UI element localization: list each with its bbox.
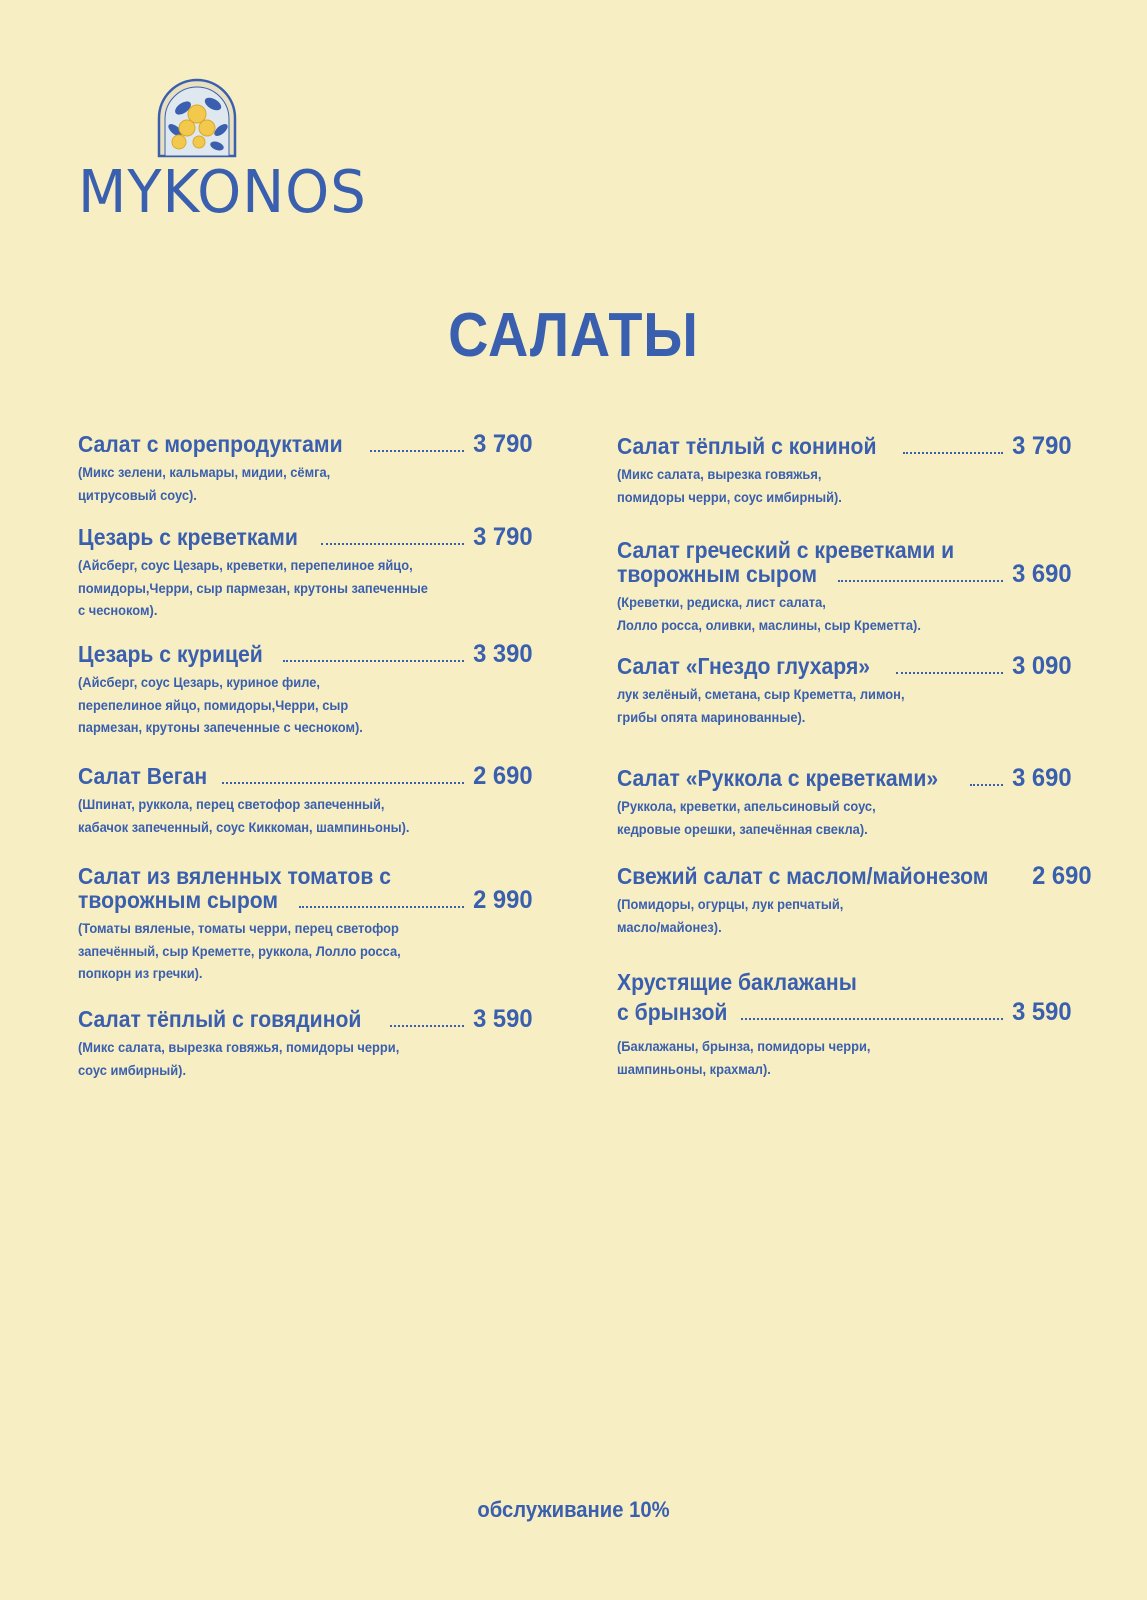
item-name: Салат с морепродуктами <box>78 431 343 457</box>
leader-dots <box>741 1018 1003 1020</box>
menu-item <box>617 766 1072 840</box>
leader-dots <box>896 672 1003 674</box>
item-description: лук зелёный, сметана, сыр Креметта, лимон, грибы опята маринованные). <box>617 686 905 725</box>
leader-dots <box>222 782 464 784</box>
item-price: 2 690 <box>473 762 533 790</box>
item-price: 2 990 <box>473 886 533 914</box>
item-description: (Айсберг, соус Цезарь, креветки, перепелиное яйцо, помидоры,Черри, сыр пармезан, крутоны запеченные с чесноком). <box>78 557 428 618</box>
menu-item <box>78 764 533 838</box>
leader-dots <box>370 450 465 452</box>
item-name: Цезарь с креветками <box>78 524 298 550</box>
item-price: 3 790 <box>473 430 533 458</box>
item-price: 2 690 <box>1031 862 1092 890</box>
item-name-line1: Салат греческий с креветками и <box>617 537 955 563</box>
item-price: 3 390 <box>473 640 533 668</box>
item-description: (Руккола, креветки, апельсиновый соус, кедровые орешки, запечённая свекла). <box>617 798 876 837</box>
item-price: 3 090 <box>1012 652 1072 680</box>
item-description: (Айсберг, соус Цезарь, куриное филе, перепелиное яйцо, помидоры,Черри, сыр пармезан, крутоны запеченные с чесноком). <box>78 674 363 735</box>
item-name: Свежий салат с маслом/майонезом <box>617 863 989 889</box>
item-price: 3 690 <box>1012 764 1072 792</box>
item-name-line1: Хрустящие баклажаны <box>617 969 857 995</box>
item-description: (Микс салата, вырезка говяжья, помидоры черри, соус имбирный). <box>78 1039 400 1078</box>
page-title: САЛАТЫ <box>448 301 699 370</box>
menu-item <box>78 432 533 506</box>
menu-item <box>78 642 533 739</box>
menu-item <box>617 538 1072 636</box>
item-name: Цезарь с курицей <box>78 641 263 667</box>
item-name: Салат тёплый с говядиной <box>78 1006 362 1032</box>
menu-item <box>78 1007 533 1081</box>
item-price: 3 590 <box>473 1005 533 1033</box>
leader-dots <box>321 543 464 545</box>
item-name: творожным сыром <box>617 561 818 587</box>
item-price: 3 590 <box>1012 998 1072 1026</box>
item-description: (Шпинат, руккола, перец светофор запеченный, кабачок запеченный, соус Киккоман, шампиньоны). <box>78 796 410 835</box>
item-description: (Баклажаны, брынза, помидоры черри, шампиньоны, крахмал). <box>617 1038 871 1077</box>
brand-wordmark: MYKONOS <box>78 158 367 227</box>
item-description: (Креветки, редиска, лист салата, Лолло росса, оливки, маслины, сыр Креметта). <box>617 594 921 633</box>
brand-logo <box>78 78 367 228</box>
item-name: Салат «Руккола с креветками» <box>617 765 939 791</box>
item-description: (Томаты вяленые, томаты черри, перец светофор запечённый, сыр Креметте, руккола, Лолло росса, попкорн из гречки). <box>78 920 401 981</box>
menu-item <box>78 864 533 985</box>
item-name-line1: Салат из вяленных томатов с <box>78 863 392 889</box>
item-name: Салат тёплый с кониной <box>617 433 877 459</box>
menu-item <box>78 525 533 622</box>
service-charge-note: обслуживание 10% <box>477 1497 670 1522</box>
item-price: 3 790 <box>1012 432 1072 460</box>
leader-dots <box>838 580 1003 582</box>
menu-item <box>617 434 1072 508</box>
menu-item <box>617 654 1072 728</box>
item-description: (Микс салата, вырезка говяжья, помидоры черри, соус имбирный). <box>617 466 842 505</box>
item-price: 3 690 <box>1012 560 1072 588</box>
leader-dots <box>970 784 1003 786</box>
item-description: (Микс зелени, кальмары, мидии, сёмга, цитрусовый соус). <box>78 464 331 503</box>
leader-dots <box>390 1025 464 1027</box>
menu-item <box>617 970 1072 1080</box>
item-price: 3 790 <box>473 523 533 551</box>
item-name: Салат Веган <box>78 763 208 789</box>
leader-dots <box>903 452 1003 454</box>
lemon-arch-emblem-icon <box>153 78 241 158</box>
leader-dots <box>299 906 464 908</box>
item-description: (Помидоры, огурцы, лук репчатый, масло/майонез). <box>617 896 844 935</box>
item-name: Салат «Гнездо глухаря» <box>617 653 871 679</box>
menu-item <box>617 862 1092 938</box>
item-name: творожным сыром <box>78 887 279 913</box>
item-name: с брынзой <box>617 999 728 1025</box>
leader-dots <box>283 660 465 662</box>
